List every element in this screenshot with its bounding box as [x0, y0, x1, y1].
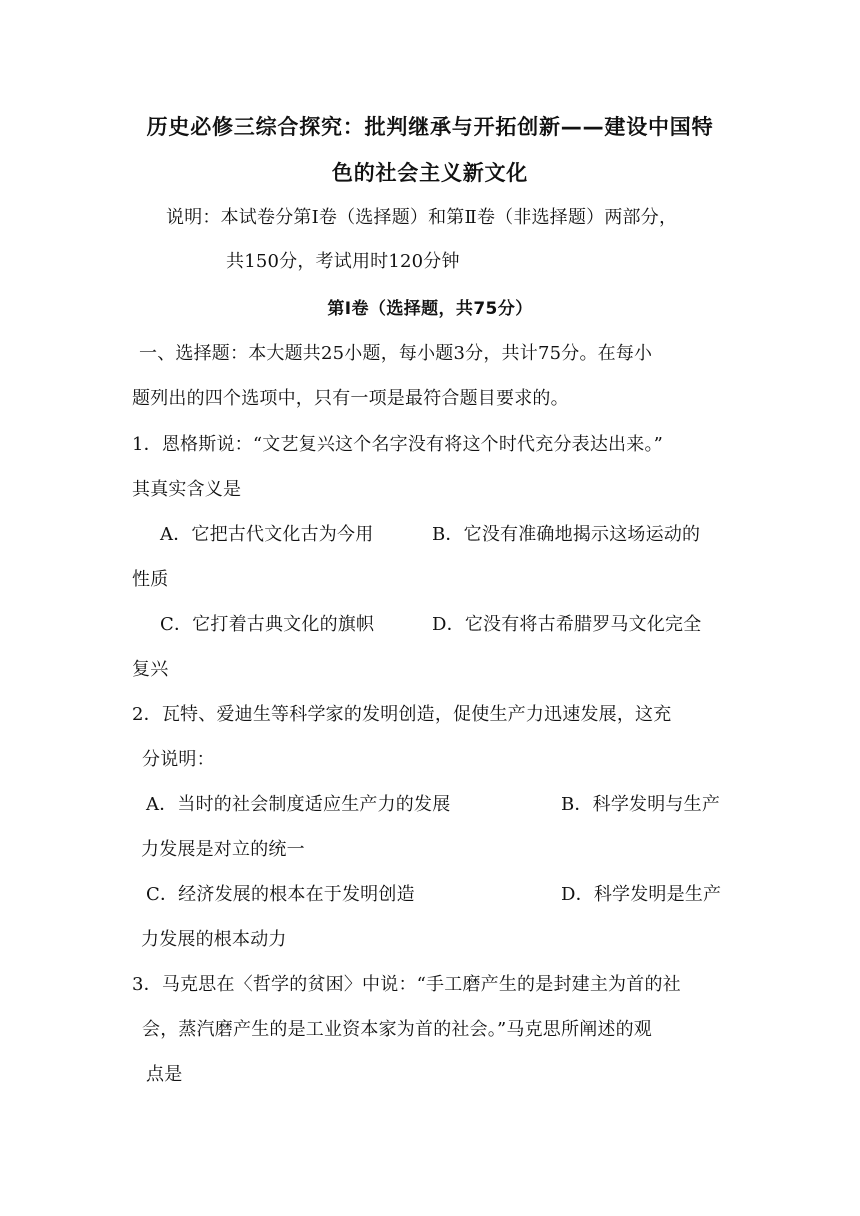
document-title-line-2: 色的社会主义新文化 [331, 161, 529, 185]
part-intro-line-2: 题列出的四个选项中，只有一项是最符合题目要求的。 [132, 388, 569, 409]
question-1-stem-line-2: 其真实含义是 [132, 479, 242, 500]
question-2-option-c: C．经济发展的根本在于发明创造 [146, 884, 415, 905]
instructions-line-1: 说明：本试卷分第Ⅰ卷（选择题）和第Ⅱ卷（非选择题）两部分， [166, 207, 678, 228]
question-2-stem-line-2: 分说明： [142, 749, 215, 770]
question-2-option-d-line-1: D．科学发明是生产 [561, 884, 722, 905]
question-3-stem-line-3: 点是 [146, 1064, 183, 1085]
question-2-option-d-line-2: 力发展的根本动力 [141, 929, 287, 950]
question-1-option-c: C．它打着古典文化的旗帜 [160, 614, 375, 635]
question-2-stem-line-1: 2．瓦特、爱迪生等科学家的发明创造，促使生产力迅速发展，这充 [132, 704, 672, 725]
question-3-stem-line-2: 会，蒸汽磨产生的是工业资本家为首的社会。”马克思所阐述的观 [142, 1019, 652, 1040]
question-1-option-b-line-2: 性质 [132, 569, 169, 590]
question-3-stem-line-1: 3．马克思在〈哲学的贫困〉中说：“手工磨产生的是封建主为首的社 [132, 974, 681, 995]
section-title: 第Ⅰ卷（选择题，共75分） [327, 299, 533, 319]
question-2-option-b-line-2: 力发展是对立的统一 [141, 839, 305, 860]
question-1-stem-line-1: 1．恩格斯说：“文艺复兴这个名字没有将这个时代充分表达出来。” [132, 434, 664, 455]
question-1-option-b-line-1: B．它没有准确地揭示这场运动的 [432, 524, 701, 545]
document-title-line-1: 历史必修三综合探究：批判继承与开拓创新——建设中国特 [146, 115, 714, 139]
part-intro-line-1: 一、选择题：本大题共25小题，每小题3分，共计75分。在每小 [139, 343, 653, 364]
question-2-option-b-line-1: B．科学发明与生产 [561, 794, 721, 815]
question-1-option-a: A．它把古代文化古为今用 [160, 524, 374, 545]
question-2-option-a: A．当时的社会制度适应生产力的发展 [146, 794, 451, 815]
question-1-option-d-line-2: 复兴 [132, 659, 169, 680]
instructions-line-2: 共150分，考试用时120分钟 [226, 251, 460, 272]
question-1-option-d-line-1: D．它没有将古希腊罗马文化完全 [432, 614, 702, 635]
